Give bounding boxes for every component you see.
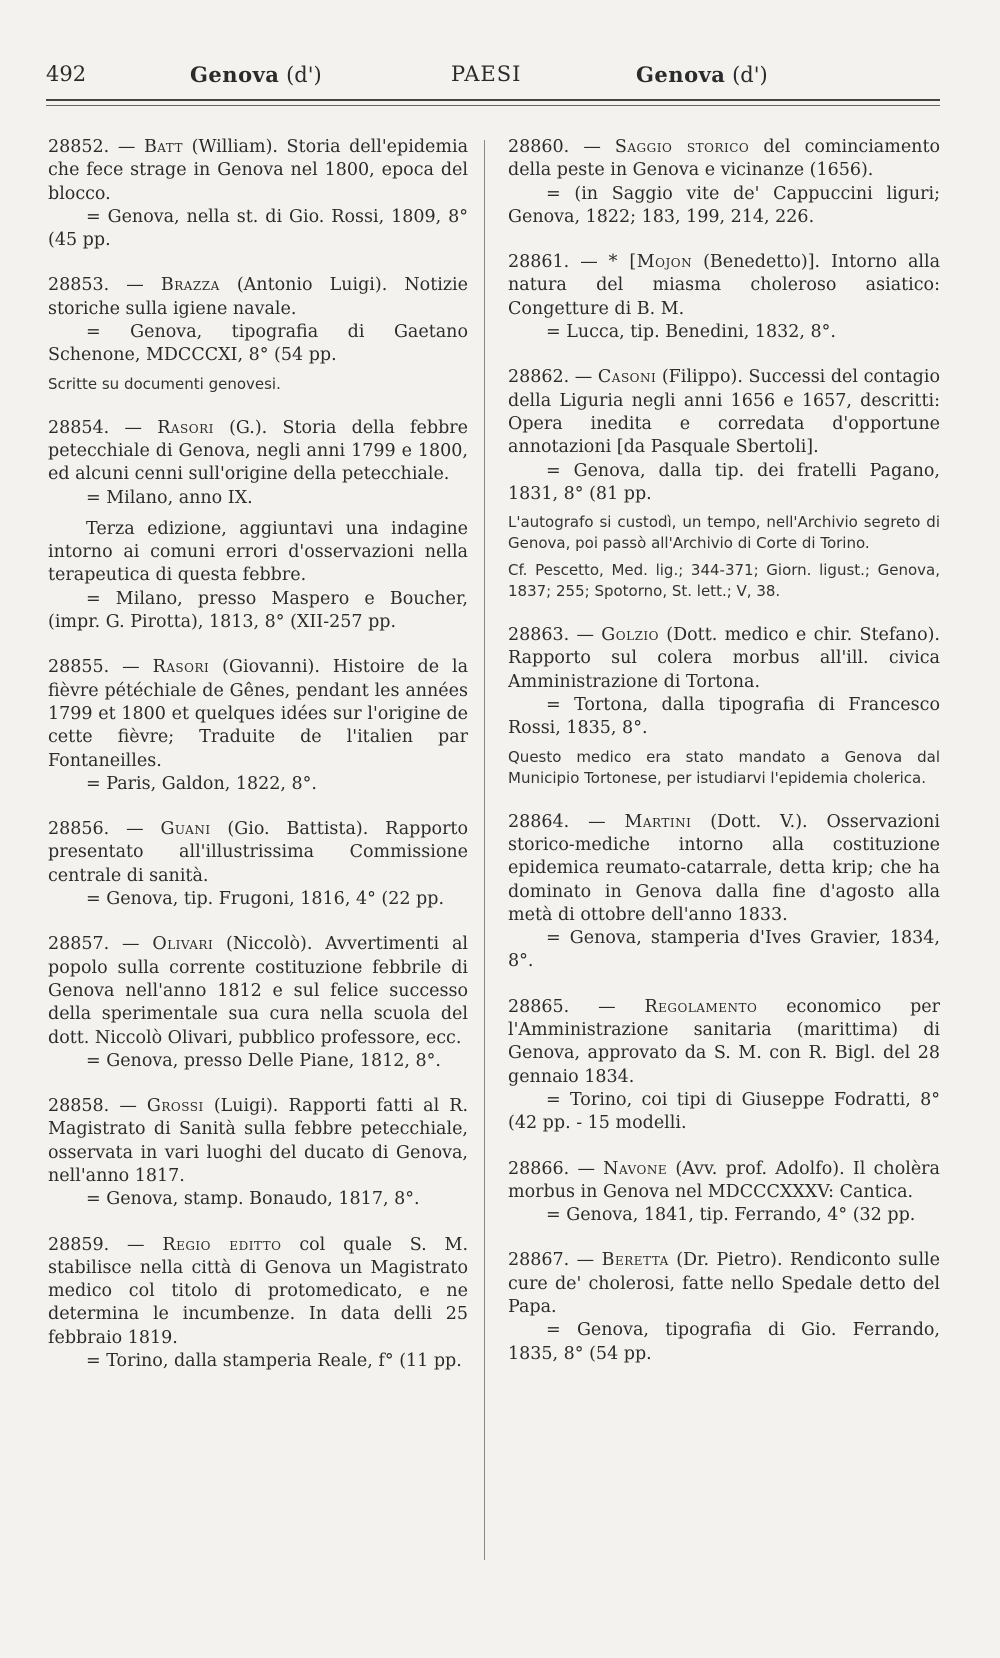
header-right-word: Genova bbox=[636, 62, 726, 87]
left-column bbox=[48, 136, 468, 1395]
entry-publication: = (in Saggio vite de' Cappuccini liguri; Genova, 1822; 183, 199, 214, 226. bbox=[508, 183, 940, 227]
entry-note-references: Cf. Pescetto, Med. lig.; 344-371; Giorn. ligust.; Genova, 1837; 255; Spotorno, St. lett.; V, 38. bbox=[508, 561, 940, 601]
entry-note: L'autografo si custodì, un tempo, nell'Archivio segreto di Genova, poi passò all'Archivio di Corte di Torino. bbox=[508, 513, 940, 553]
entry-text bbox=[48, 818, 468, 888]
entry-edition-note: Terza edizione, aggiuntavi una indagine intorno ai comuni errori d'osservazioni nella terapeutica di questa febbre. bbox=[48, 518, 468, 586]
entry-28867 bbox=[508, 1249, 940, 1365]
entry-publication: = Tortona, dalla tipografia di Francesco Rossi, 1835, 8°. bbox=[508, 695, 940, 739]
entry-text bbox=[508, 811, 940, 927]
entry-28852 bbox=[48, 136, 468, 252]
entry-text bbox=[508, 1158, 940, 1205]
entry-number: 28862. — bbox=[508, 367, 598, 388]
entry-publication: = Genova, tipografia di Gio. Ferrando, 1835, 8° (54 pp. bbox=[508, 1320, 940, 1364]
entry-number: 28863. — bbox=[508, 625, 602, 646]
entry-publication: = Genova, tipografia di Gaetano Schenone, MDCCCXI, 8° (54 pp. bbox=[48, 322, 468, 366]
entry-publication: = Milano, anno IX. bbox=[86, 487, 253, 508]
entry-title: (Giovanni). Histoire de la fièvre pétéchiale de Gênes, pendant les années 1799 et 1800 et quelques idées sur l'origine de cette fièvre; Traduite de l'italien par Fontaneilles. bbox=[48, 657, 469, 771]
entry-publication: = Torino, dalla stamperia Reale, f° (11 pp. bbox=[86, 1351, 462, 1372]
entry-28858 bbox=[48, 1095, 468, 1211]
entry-author: Rasori bbox=[152, 657, 210, 678]
entry-28862 bbox=[508, 366, 940, 602]
entry-28863 bbox=[508, 624, 940, 788]
entry-author: Brazza bbox=[160, 275, 220, 296]
entry-number: 28857. — bbox=[48, 934, 153, 955]
page-number: 492 bbox=[46, 62, 87, 86]
entry-title: (Benedetto)]. Intorno alla natura del miasma choleroso asiatico: Congetture di B. M. bbox=[508, 252, 941, 319]
header-left-suffix: (d') bbox=[286, 63, 322, 87]
entry-number: 28856. — bbox=[48, 819, 161, 840]
entry-number: 28865. — bbox=[508, 996, 645, 1017]
header-right-title bbox=[636, 62, 768, 87]
entry-number: 28852. — bbox=[48, 137, 144, 157]
entry-text bbox=[48, 274, 468, 321]
entry-text bbox=[48, 656, 468, 772]
entry-note: Questo medico era stato mandato a Genova dal Municipio Tortonese, per istudiarvi l'epidemia cholerica. bbox=[508, 747, 940, 787]
entry-author: Beretta bbox=[601, 1250, 669, 1271]
entry-publication: = Genova, stamp. Bonaudo, 1817, 8°. bbox=[86, 1189, 420, 1210]
entry-text bbox=[508, 996, 940, 1089]
entry-text bbox=[48, 417, 468, 487]
entry-text bbox=[508, 251, 940, 321]
header-left-word: Genova bbox=[190, 62, 280, 87]
entry-28859 bbox=[48, 1234, 468, 1374]
entry-28865 bbox=[508, 996, 940, 1136]
entry-title: (William). Storia dell'epidemia che fece strage in Genova nel 1800, epoca del blocco. bbox=[48, 137, 469, 204]
entry-28857 bbox=[48, 933, 468, 1073]
entry-28853 bbox=[48, 274, 468, 394]
entry-28854 bbox=[48, 417, 468, 635]
entry-title: (Dott. V.). Osservazioni storico-mediche intorno alla costituzione epidemica reumato-catarrale, detta krip; che ha dominato in Genova dalla fine d'agosto alla metà di ottobre dell'anno 1833. bbox=[508, 811, 941, 925]
column-separator bbox=[484, 140, 485, 1560]
entry-publication: = Paris, Galdon, 1822, 8°. bbox=[86, 773, 317, 794]
entry-publication-2: = Milano, presso Maspero e Boucher, (impr. G. Pirotta), 1813, 8° (XII-257 pp. bbox=[48, 588, 468, 633]
entry-publication: = Genova, 1841, tip. Ferrando, 4° (32 pp. bbox=[546, 1205, 916, 1226]
entry-28864 bbox=[508, 811, 940, 974]
entry-author: * [Mojon bbox=[608, 252, 693, 273]
entry-title: (Gio. Battista). Rapporto presentato all'illustrissima Commissione centrale di sanità. bbox=[48, 819, 469, 886]
entry-text bbox=[508, 366, 940, 459]
entry-publication: = Genova, dalla tip. dei fratelli Pagano, 1831, 8° (81 pp. bbox=[508, 460, 940, 504]
entry-title: (G.). Storia della febbre petecchiale di Genova, negli anni 1799 e 1800, ed alcuni cenni sull'origine della petecchiale. bbox=[48, 417, 468, 485]
entry-text bbox=[508, 136, 940, 183]
entry-28861 bbox=[508, 251, 940, 344]
entry-author: Casoni bbox=[597, 367, 657, 388]
running-header bbox=[46, 56, 946, 96]
entry-author: Navone bbox=[603, 1158, 668, 1179]
entry-author: Olivari bbox=[152, 934, 214, 955]
entry-author: Batt bbox=[143, 137, 184, 157]
entry-author: Saggio storico bbox=[614, 137, 750, 157]
header-left-title bbox=[190, 62, 322, 87]
header-rule-thin bbox=[46, 105, 940, 106]
header-right-suffix: (d') bbox=[732, 63, 768, 87]
entry-publication: = Torino, coi tipi di Giuseppe Fodratti, 8° (42 pp. - 15 modelli. bbox=[508, 1089, 940, 1134]
entry-publication: = Genova, stamperia d'Ives Gravier, 1834, 8°. bbox=[508, 928, 940, 972]
entry-text bbox=[508, 624, 940, 694]
entry-title: (Luigi). Rapporti fatti al R. Magistrato di Sanità sulla febbre petecchiale, osservata in vari luoghi del ducato di Genova, nell'anno 1817. bbox=[48, 1096, 469, 1186]
header-rule-thick bbox=[46, 99, 940, 101]
entry-publication: = Lucca, tip. Benedini, 1832, 8°. bbox=[546, 322, 836, 343]
entry-title: (Avv. prof. Adolfo). Il cholèra morbus in Genova nel MDCCCXXXV: Cantica. bbox=[508, 1158, 940, 1202]
entry-title: (Antonio Luigi). Notizie storiche sulla igiene navale. bbox=[48, 275, 468, 319]
entry-note: Scritte su documenti genovesi. bbox=[48, 374, 281, 393]
entry-title: col quale S. M. stabilisce nella città di Genova un Magistrato medico col titolo di protomedicato, e ne determina le incumbenze. In data delli 25 febbraio 1819. bbox=[48, 1234, 469, 1348]
entry-number: 28853. — bbox=[48, 275, 161, 296]
entry-author: Regolamento bbox=[644, 996, 758, 1017]
entry-author: Rasori bbox=[157, 417, 214, 438]
entry-publication: = Genova, nella st. di Gio. Rossi, 1809, 8° (45 pp. bbox=[48, 206, 468, 251]
entry-author: Golzio bbox=[601, 625, 659, 646]
entry-title: (Dott. medico e chir. Stefano). Rapporto sul colera morbus all'ill. civica Amministrazione di Tortona. bbox=[508, 625, 940, 692]
entry-number: 28858. — bbox=[48, 1096, 147, 1117]
entry-text bbox=[48, 136, 468, 206]
entry-text bbox=[48, 1095, 468, 1188]
entry-number: 28864. — bbox=[508, 811, 625, 832]
entry-text bbox=[48, 933, 468, 1049]
entry-title: (Dr. Pietro). Rendiconto sulle cure de' cholerosi, fatte nello Spedale detto del Papa. bbox=[508, 1250, 941, 1317]
entry-28855 bbox=[48, 656, 468, 796]
entry-number: 28854. — bbox=[48, 417, 158, 438]
entry-28860 bbox=[508, 136, 940, 229]
entry-28856 bbox=[48, 818, 468, 911]
entry-number: 28861. — bbox=[508, 252, 609, 273]
entry-number: 28866. — bbox=[508, 1158, 604, 1179]
entry-number: 28855. — bbox=[48, 657, 153, 678]
entry-number: 28860. — bbox=[508, 137, 615, 157]
entry-28866 bbox=[508, 1158, 940, 1228]
entry-author: Martini bbox=[624, 811, 692, 832]
entry-author: Grossi bbox=[146, 1096, 204, 1117]
entry-number: 28867. — bbox=[508, 1250, 602, 1271]
right-column bbox=[508, 136, 940, 1388]
entry-title: (Niccolò). Avvertimenti al popolo sulla corrente costituzione febbrile di Genova nell'anno 1812 e sul felice successo della sperimentale sua cura nella scuola del dott. Niccolò Olivari, pubblico professore, ecc. bbox=[48, 934, 468, 1048]
entry-title: del cominciamento della peste in Genova e vicinanze (1656). bbox=[508, 137, 941, 181]
entry-publication: = Genova, presso Delle Piane, 1812, 8°. bbox=[86, 1050, 441, 1071]
entry-title: economico per l'Amministrazione sanitaria (marittima) di Genova, approvato da S. M. con R. Bigl. del 28 gennaio 1834. bbox=[508, 996, 941, 1087]
header-center: PAESI bbox=[451, 62, 522, 86]
entry-number: 28859. — bbox=[48, 1234, 163, 1255]
entry-title: (Filippo). Successi del contagio della Liguria negli anni 1656 e 1657, descritti: Opera inedita e corredata d'opportune annotazioni [da Pasquale Sbertoli]. bbox=[508, 367, 940, 458]
entry-author: Guani bbox=[160, 819, 211, 840]
entry-text bbox=[48, 1234, 468, 1350]
entry-publication: = Genova, tip. Frugoni, 1816, 4° (22 pp. bbox=[86, 889, 445, 910]
entry-author: Regio editto bbox=[162, 1234, 282, 1255]
entry-text bbox=[508, 1249, 940, 1319]
